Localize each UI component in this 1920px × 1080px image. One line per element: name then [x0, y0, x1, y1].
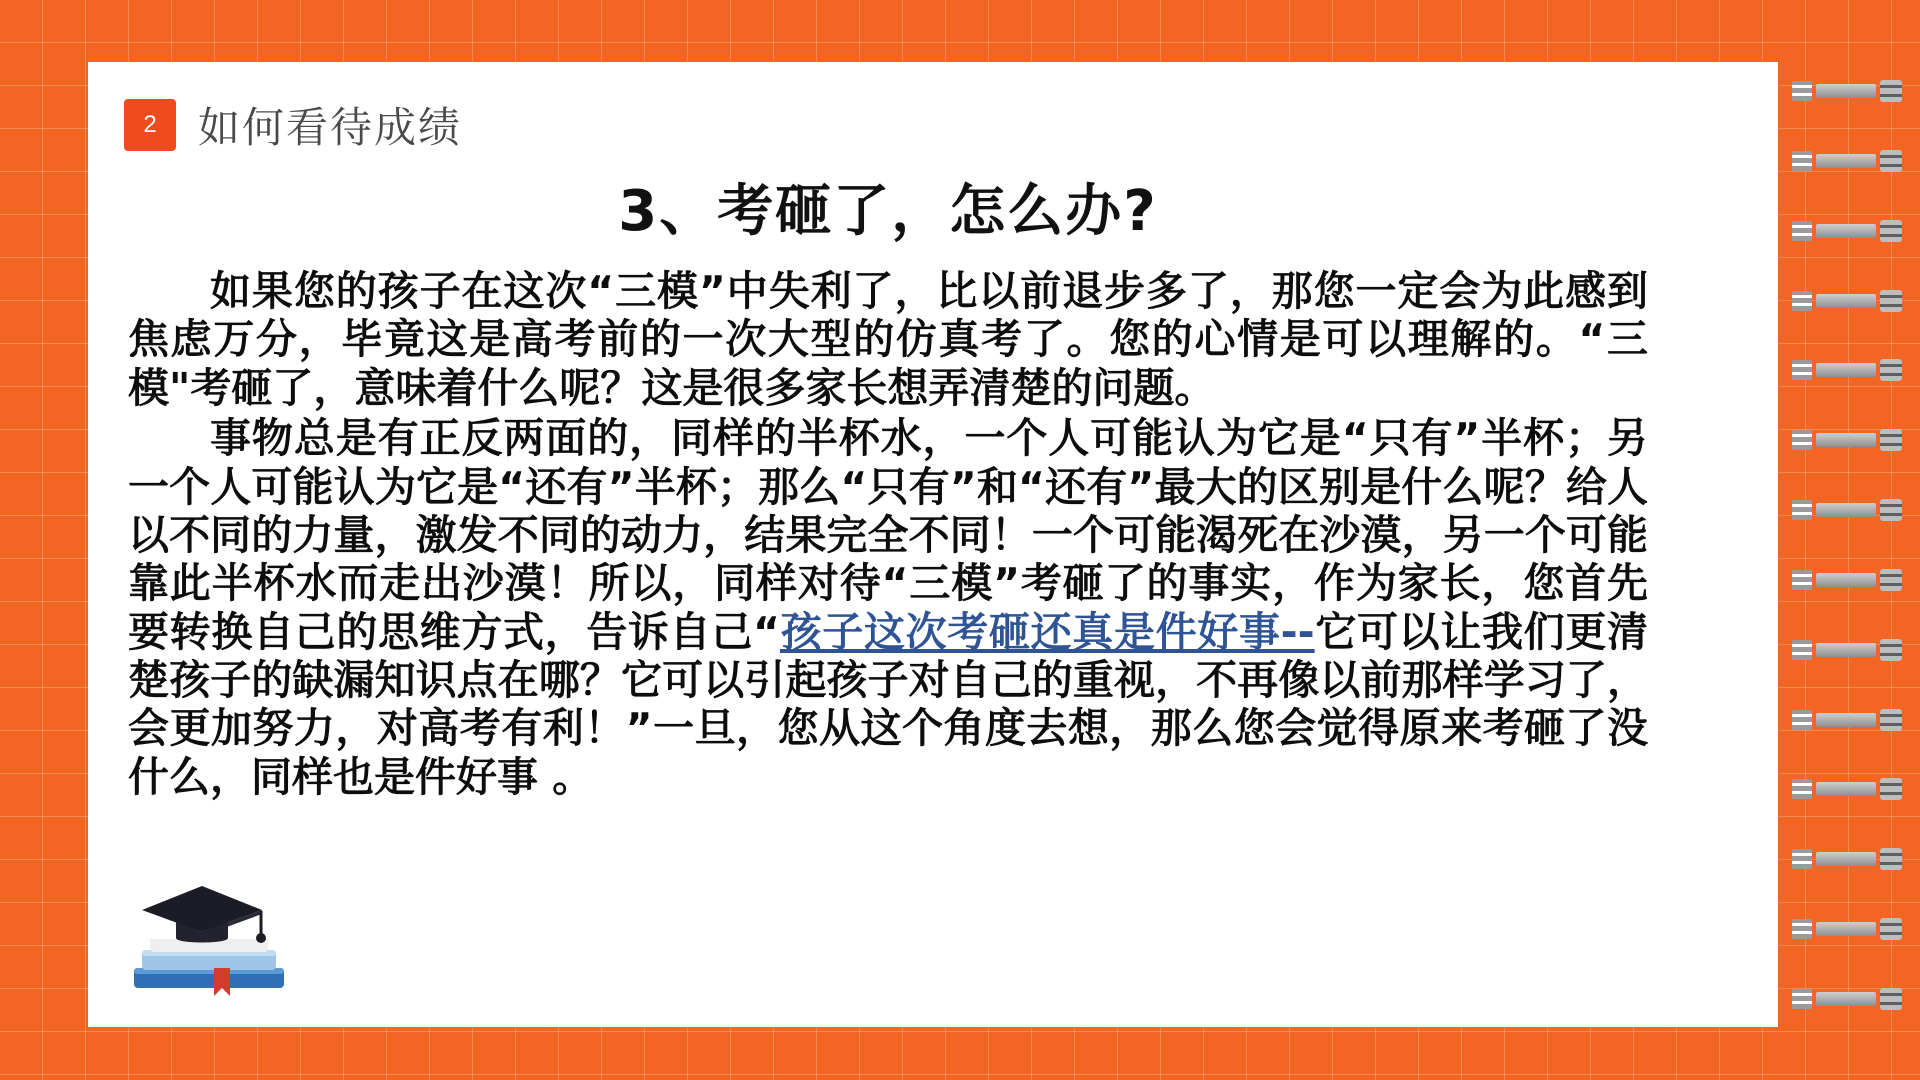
section-title: 如何看待成绩: [198, 103, 463, 152]
section-number-badge: 2: [124, 99, 176, 151]
graduation-cap-books-icon: [128, 872, 298, 997]
section-header: [124, 95, 462, 155]
paragraph-1-segment-1: 如果您的孩子在这次“三模”中失利了，比以前退步多了，那您一定会为此感到焦虑万分，毕竟这是高考前的一次大型的仿真考了。您的心情是可以理解的。“三模"考砸了，意味着什么呢？这是很多家长想弄清楚的问题。: [128, 267, 1648, 412]
body-text: [128, 267, 1648, 801]
paragraph-1: [128, 267, 1648, 412]
page-title: 3、考砸了，怎么办?: [618, 179, 1158, 244]
paragraph-2: [128, 414, 1648, 801]
paragraph-2-highlight: 孩子这次考砸还真是件好事--: [779, 607, 1315, 656]
paragraph-2-segment-3: 它可以让我们更清楚孩子的缺漏知识点在哪？它可以引起孩子对自己的重视，不再像以前那样学习了，会更加努力，对高考有利！”一旦，您从这个角度去想，那么您会觉得原来考砸了没什么，同样也是件好事 。: [128, 607, 1648, 801]
paper-card: [88, 62, 1778, 1027]
paragraph-2-segment-1: 事物总是有正反两面的，同样的半杯水，一个人可能认为它是“只有”半杯；另一个人可能认为它是“还有”半杯；那么“只有”和“还有”最大的区别是什么呢？给人以不同的力量，激发不同的动力，结果完全不同！一个可能渴死在沙漠，另一个可能靠此半杯水而走出沙漠！所以，同样对待“三模”考砸了的事实，作为家长，您首先要转换自己的思维方式，告诉自己“: [128, 414, 1648, 656]
